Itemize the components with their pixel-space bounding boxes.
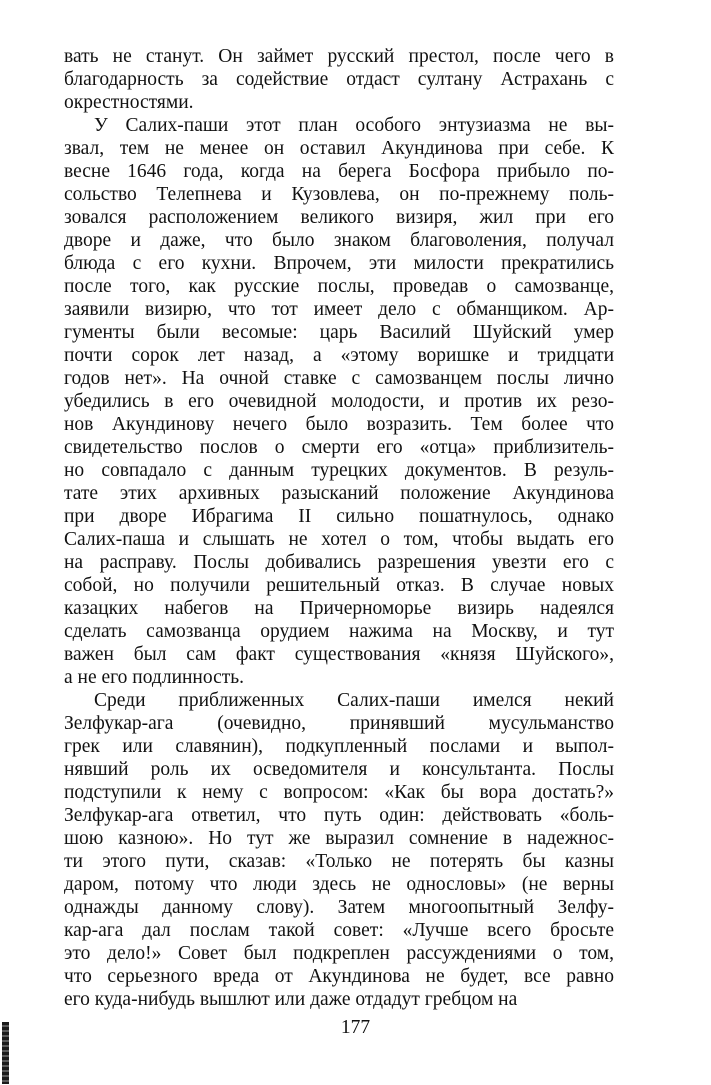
text-line: почти сорок лет назад, а «этому воришке и тридцати [64, 345, 614, 366]
text-line: кар-ага дал послам такой совет: «Лучше всего бросьте [64, 920, 614, 941]
text-line: грек или славянин), подкупленный послами и выпол- [64, 736, 614, 757]
text-line: даром, потому что люди здесь не однословы» (не верны [64, 874, 614, 895]
text-line: весне 1646 года, когда на берега Босфора прибыло по- [64, 161, 614, 182]
text-line: а не его подлинность. [64, 667, 245, 688]
text-line: звал, тем не менее он оставил Акундинова при себе. К [64, 138, 614, 159]
text-line: важен был сам факт существования «князя Шуйского», [64, 644, 614, 665]
text-line: годов нет». На очной ставке с самозванцем послы лично [64, 368, 614, 389]
text-line: шою казною». Но тут же выразил сомнение в надежнос- [64, 828, 614, 849]
text-line: дворе и даже, что было знаком благоволения, получал [64, 230, 614, 251]
page-number: 177 [340, 1017, 371, 1038]
text-line: однажды данному слову). Затем многоопытный Зелфу- [64, 897, 614, 918]
text-line: но совпадало с данным турецких документов. В резуль- [64, 460, 614, 481]
text-line: сольство Телепнева и Кузовлева, он по-прежнему поль- [64, 184, 614, 205]
text-line: на расправу. Послы добивались разрешения увезти его с [64, 552, 614, 573]
text-line: Среди приближенных Салих-паши имелся некий [94, 690, 614, 711]
text-line: собой, но получили решительный отказ. В случае новых [64, 575, 614, 596]
text-line: блюда с его кухни. Впрочем, эти милости прекратились [64, 253, 614, 274]
text-line: после того, как русские послы, проведав о самозванце, [64, 276, 614, 297]
text-line: его куда-нибудь вышлют или даже отдадут гребцом на [64, 989, 518, 1010]
text-line: нов Акундинову нечего было возразить. Тем более что [64, 414, 614, 435]
text-line: Зелфукар-ага (очевидно, принявший мусульманство [64, 713, 614, 734]
paragraph [64, 45, 614, 114]
text-line: казацких набегов на Причерноморье визирь надеялся [64, 598, 614, 619]
body-text [64, 45, 614, 1011]
text-line: У Салих-паши этот план особого энтузиазма не вы- [94, 115, 614, 136]
paragraph [64, 114, 614, 689]
text-line: зовался расположением великого визиря, жил при его [64, 207, 614, 228]
text-line: свидетельство послов о смерти его «отца» приблизитель- [64, 437, 614, 458]
text-line: нявший роль их осведомителя и консультанта. Послы [64, 759, 614, 780]
text-line: убедились в его очевидной молодости, и против их резо- [64, 391, 614, 412]
scan-edge-mark [2, 1022, 9, 1084]
text-line: это дело!» Совет был подкреплен рассуждениями о том, [64, 943, 614, 964]
text-line: заявили визирю, что тот имеет дело с обманщиком. Ар- [64, 299, 614, 320]
text-line: Салих-паша и слышать не хотел о том, чтобы выдать его [64, 529, 614, 550]
text-line: при дворе Ибрагима II сильно пошатнулось, однако [64, 506, 614, 527]
text-line: что серьезного вреда от Акундинова не будет, все равно [64, 966, 614, 987]
text-line: подступили к нему с вопросом: «Как бы вора достать?» [64, 782, 614, 803]
text-line: благодарность за содействие отдаст султану Астрахань с [64, 69, 614, 90]
text-line: окрестностями. [64, 92, 194, 113]
paragraph [64, 689, 614, 1011]
text-line: гументы были весомые: царь Василий Шуйский умер [64, 322, 614, 343]
text-line: тате этих архивных разысканий положение Акундинова [64, 483, 614, 504]
text-line: вать не станут. Он займет русский престол, после чего в [64, 46, 614, 67]
text-line: сделать самозванца орудием нажима на Москву, и тут [64, 621, 614, 642]
text-line: Зелфукар-ага ответил, что путь один: действовать «боль- [64, 805, 614, 826]
text-line: ти этого пути, сказав: «Только не потерять бы казны [64, 851, 614, 872]
